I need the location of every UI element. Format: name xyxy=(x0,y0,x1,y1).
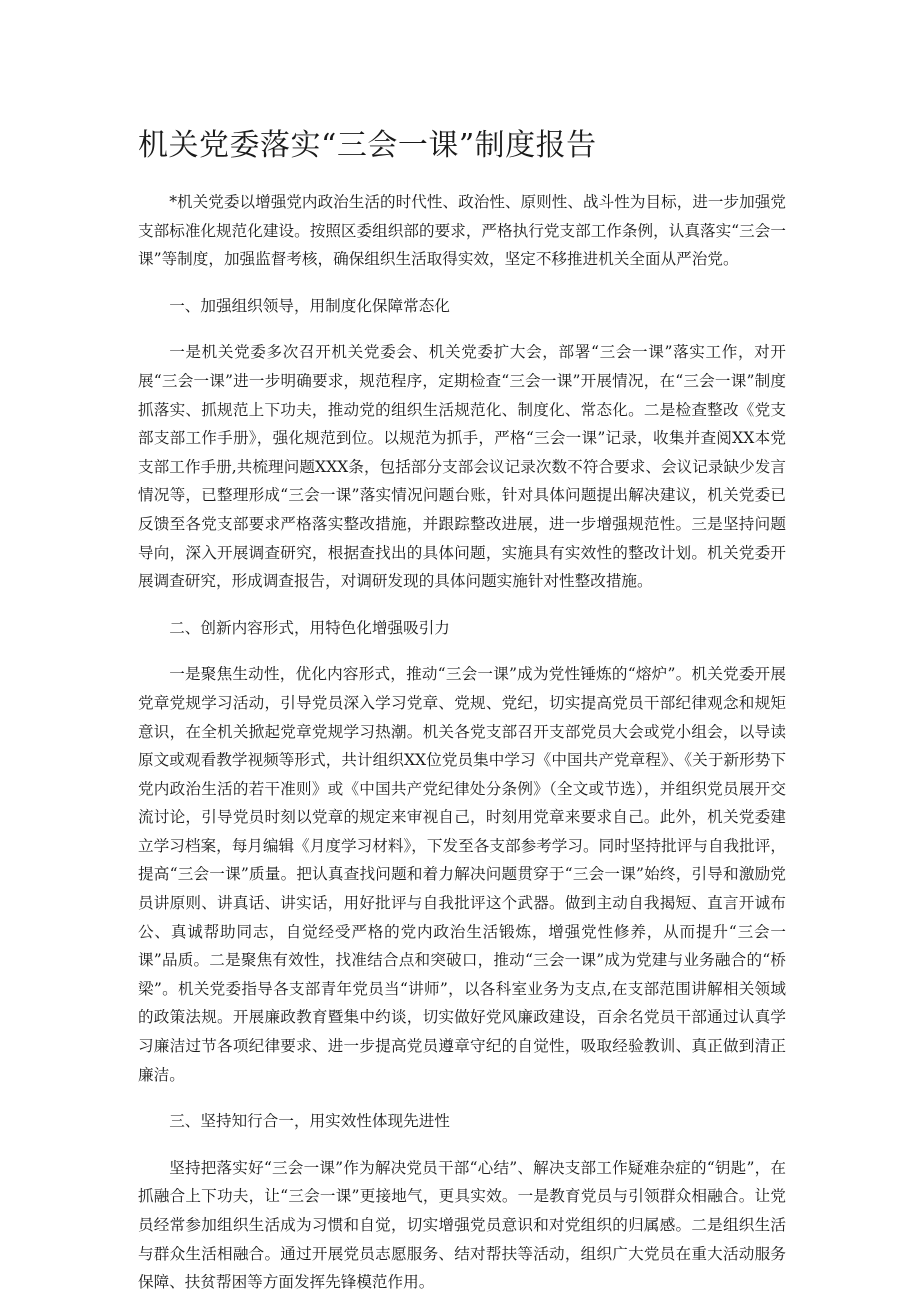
section-2-body: 一是聚焦生动性，优化内容形式，推动“三会一课”成为党性锤炼的“熔炉”。机关党委开展党章党规学习活动，引导党员深入学习党章、党规、党纪，切实提高党员干部纪律观念和规矩意识，在全机关掀起党章党规学习热潮。机关各党支部召开支部党员大会或党小组会，以导读原文或观看教学视频等形式，共计组织XX位党员集中学习《中国共产党章程》、《关于新形势下党内政治生活的若干准则》或《中国共产党纪律处分条例》（全文或节选），并组织党员展开交流讨论，引导党员时刻以党章的规定来审视自己，时刻用党章来要求自己。此外，机关党委建立学习档案，每月编辑《月度学习材料》，下发至各支部参考学习。同时坚持批评与自我批评，提高“三会一课”质量。把认真查找问题和着力解决问题贯穿于“三会一课”始终，引导和激励党员讲原则、讲真话、讲实话，用好批评与自我批评这个武器。做到主动自我揭短、直言开诚布公、真诚帮助同志，自觉经受严格的党内政治生活锻炼，增强党性修养，从而提升“三会一课”品质。二是聚焦有效性，找准结合点和突破口，推动“三会一课”成为党建与业务融合的“桥梁”。机关党委指导各支部青年党员当“讲师”，以各科室业务为支点,在支部范围讲解相关领域的政策法规。开展廉政教育暨集中约谈，切实做好党风廉政建设，百余名党员干部通过认真学习廉洁过节各项纪律要求、进一步提高党员遵章守纪的自觉性，吸取经验教训、真正做到清正廉洁。 xyxy=(138,665,786,1084)
intro-paragraph: *机关党委以增强党内政治生活的时代性、政治性、原则性、战斗性为目标，进一步加强党支部标准化规范化建设。按照区委组织部的要求，严格执行党支部工作条例，认真落实“三会一课”等制度，加强监督考核，确保组织生活取得实效，坚定不移推进机关全面从严治党。 xyxy=(138,193,786,269)
document-title: 机关党委落实“三会一课”制度报告 xyxy=(138,128,597,163)
section-3-body: 坚持把落实好“三会一课”作为解决党员干部“心结”、解决支部工作疑难杂症的“钥匙”，在抓融合上下功夫，让“三会一课”更接地气，更具实效。一是教育党员与引领群众相融合。让党员经常参加组织生活成为习惯和自觉，切实增强党员意识和对党组织的归属感。二是组织生活与群众生活相融合。通过开展党员志愿服务、结对帮扶等活动，组织广大党员在重大活动服务保障、扶贫帮困等方面发挥先锋模范作用。 xyxy=(138,1158,786,1292)
section-3-heading: 三、坚持知行合一，用实效性体现先进性 xyxy=(169,1112,450,1131)
section-1-body: 一是机关党委多次召开机关党委会、机关党委扩大会，部署“三会一课”落实工作，对开展“三会一课”进一步明确要求，规范程序，定期检查“三会一课”开展情况，在“三会一课”制度抓落实、抓规范上下功夫，推动党的组织生活规范化、制度化、常态化。二是检查整改《党支部支部工作手册》，强化规范到位。以规范为抓手，严格“三会一课”记录，收集并查阅XX本党支部工作手册,共梳理问题XXX条，包括部分支部会议记录次数不符合要求、会议记录缺少发言情况等，已整理形成“三会一课”落实情况问题台账，针对具体问题提出解决建议，机关党委已反馈至各党支部要求严格落实整改措施，并跟踪整改进展，进一步增强规范性。三是坚持问题导向，深入开展调查研究，根据查找出的具体问题，实施具有实效性的整改计划。机关党委开展调查研究，形成调查报告，对调研发现的具体问题实施针对性整改措施。 xyxy=(138,343,786,591)
section-2-heading: 二、创新内容形式，用特色化增强吸引力 xyxy=(169,618,450,637)
section-1-heading: 一、加强组织领导，用制度化保障常态化 xyxy=(169,296,450,315)
